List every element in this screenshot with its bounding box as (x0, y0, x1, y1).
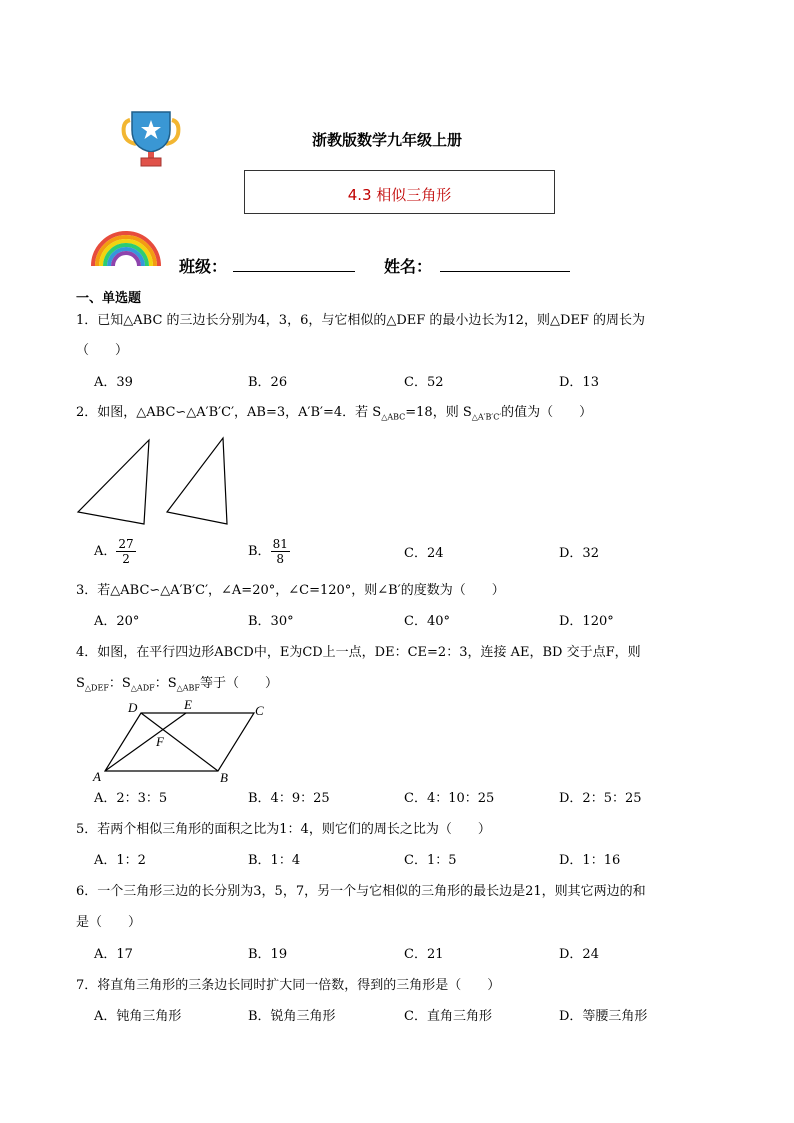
question-6-stem-cont: 是（ ） (76, 915, 142, 930)
q7-option-d[interactable]: D．等腰三角形 (559, 1009, 648, 1024)
label-e: E (184, 697, 192, 712)
fraction: $\frac{81}{8}$ (272, 537, 288, 566)
class-label: 班级： (179, 257, 228, 276)
q1-option-d[interactable]: D．13 (559, 375, 599, 390)
q7-option-b[interactable]: B．锐角三角形 (248, 1009, 336, 1024)
segment-ae (105, 713, 186, 771)
question-1-stem-cont: （ ） (76, 343, 129, 358)
q7-option-a[interactable]: A．钝角三角形 (94, 1009, 182, 1024)
label-a: A (93, 769, 101, 784)
q3-option-c[interactable]: C．40° (404, 614, 450, 629)
triangle-abc (78, 440, 149, 524)
lesson-title: 4.3 相似三角形 (347, 186, 452, 204)
book-title: 浙教版数学九年级上册 (312, 131, 463, 149)
question-2-stem: 2．如图，△ABC∽△A′B′C′，AB=3，A′B′=4．若 $S_{\triangle ABC}=18$，则 $S_{\triangle A'B'C'}$的值为（ ） (76, 405, 593, 422)
section-title: 一、单选题 (76, 291, 142, 306)
q5-option-d[interactable]: D．1：16 (559, 853, 621, 868)
q4-option-c[interactable]: C．4：10：25 (404, 791, 495, 806)
q2-option-a[interactable]: A． $\frac{27}{2}$ (94, 537, 134, 566)
q2-option-b[interactable]: B． $\frac{81}{8}$ (248, 537, 288, 566)
q6-option-c[interactable]: C．21 (404, 947, 444, 962)
rainbow-icon (89, 226, 163, 268)
question-7-stem: 7．将直角三角形的三条边长同时扩大同一倍数，得到的三角形是（ ） (76, 978, 501, 993)
q4-option-b[interactable]: B．4：9：25 (248, 791, 330, 806)
q1-option-c[interactable]: C．52 (404, 375, 444, 390)
question-6-stem: 6．一个三角形三边的长分别为3，5，7，另一个与它相似的三角形的最长边是21，则其它两边的和 (76, 884, 646, 899)
q3-option-b[interactable]: B．30° (248, 614, 294, 629)
q7-option-c[interactable]: C．直角三角形 (404, 1009, 492, 1024)
q5-option-b[interactable]: B．1：4 (248, 853, 301, 868)
name-label: 姓名： (384, 257, 433, 276)
q3-option-a[interactable]: A．20° (94, 614, 140, 629)
fraction: $\frac{27}{2}$ (118, 537, 134, 566)
q6-option-a[interactable]: A．17 (94, 947, 133, 962)
q5-option-a[interactable]: A．1：2 (94, 853, 146, 868)
q4-option-a[interactable]: A．2：3：5 (94, 791, 168, 806)
q6-option-d[interactable]: D．24 (559, 947, 599, 962)
label-d: D (128, 700, 138, 715)
label-f: F (156, 734, 164, 749)
question-5-stem: 5．若两个相似三角形的面积之比为1：4，则它们的周长之比为（ ） (76, 822, 491, 837)
q5-option-c[interactable]: C．1：5 (404, 853, 457, 868)
q4-option-d[interactable]: D．2：5：25 (559, 791, 642, 806)
question-2-figure (74, 436, 234, 528)
trophy-icon (120, 108, 182, 170)
class-input-line[interactable] (233, 271, 355, 272)
triangle-abc-prime (167, 438, 227, 524)
question-4-stem-cont: $S_{\triangle DEF}$：$S_{\triangle ADF}$：$S_{\triangle ABF}$等于（ ） (76, 676, 278, 693)
question-1-stem: 1．已知△ABC 的三边长分别为4，3，6，与它相似的△DEF 的最小边长为12，则△DEF 的周长为 (76, 313, 646, 328)
segment-bd (141, 713, 218, 771)
q1-option-b[interactable]: B．26 (248, 375, 288, 390)
lesson-title-box (244, 170, 555, 214)
q6-option-b[interactable]: B．19 (248, 947, 288, 962)
q2-option-d[interactable]: D．32 (559, 546, 599, 561)
question-4-stem: 4．如图，在平行四边形ABCD中，E为CD上一点，DE：CE=2：3，连接 AE，BD 交于点F，则 (76, 645, 641, 660)
question-3-stem: 3．若△ABC∽△A′B′C′，∠A=20°，∠C=120°，则∠B′的度数为（ ） (76, 583, 505, 598)
q2-option-c[interactable]: C．24 (404, 546, 444, 561)
q3-option-d[interactable]: D．120° (559, 614, 614, 629)
q1-option-a[interactable]: A．39 (94, 375, 133, 390)
label-c: C (255, 703, 264, 718)
question-4-figure (88, 696, 278, 786)
label-b: B (220, 770, 228, 785)
name-input-line[interactable] (440, 271, 570, 272)
